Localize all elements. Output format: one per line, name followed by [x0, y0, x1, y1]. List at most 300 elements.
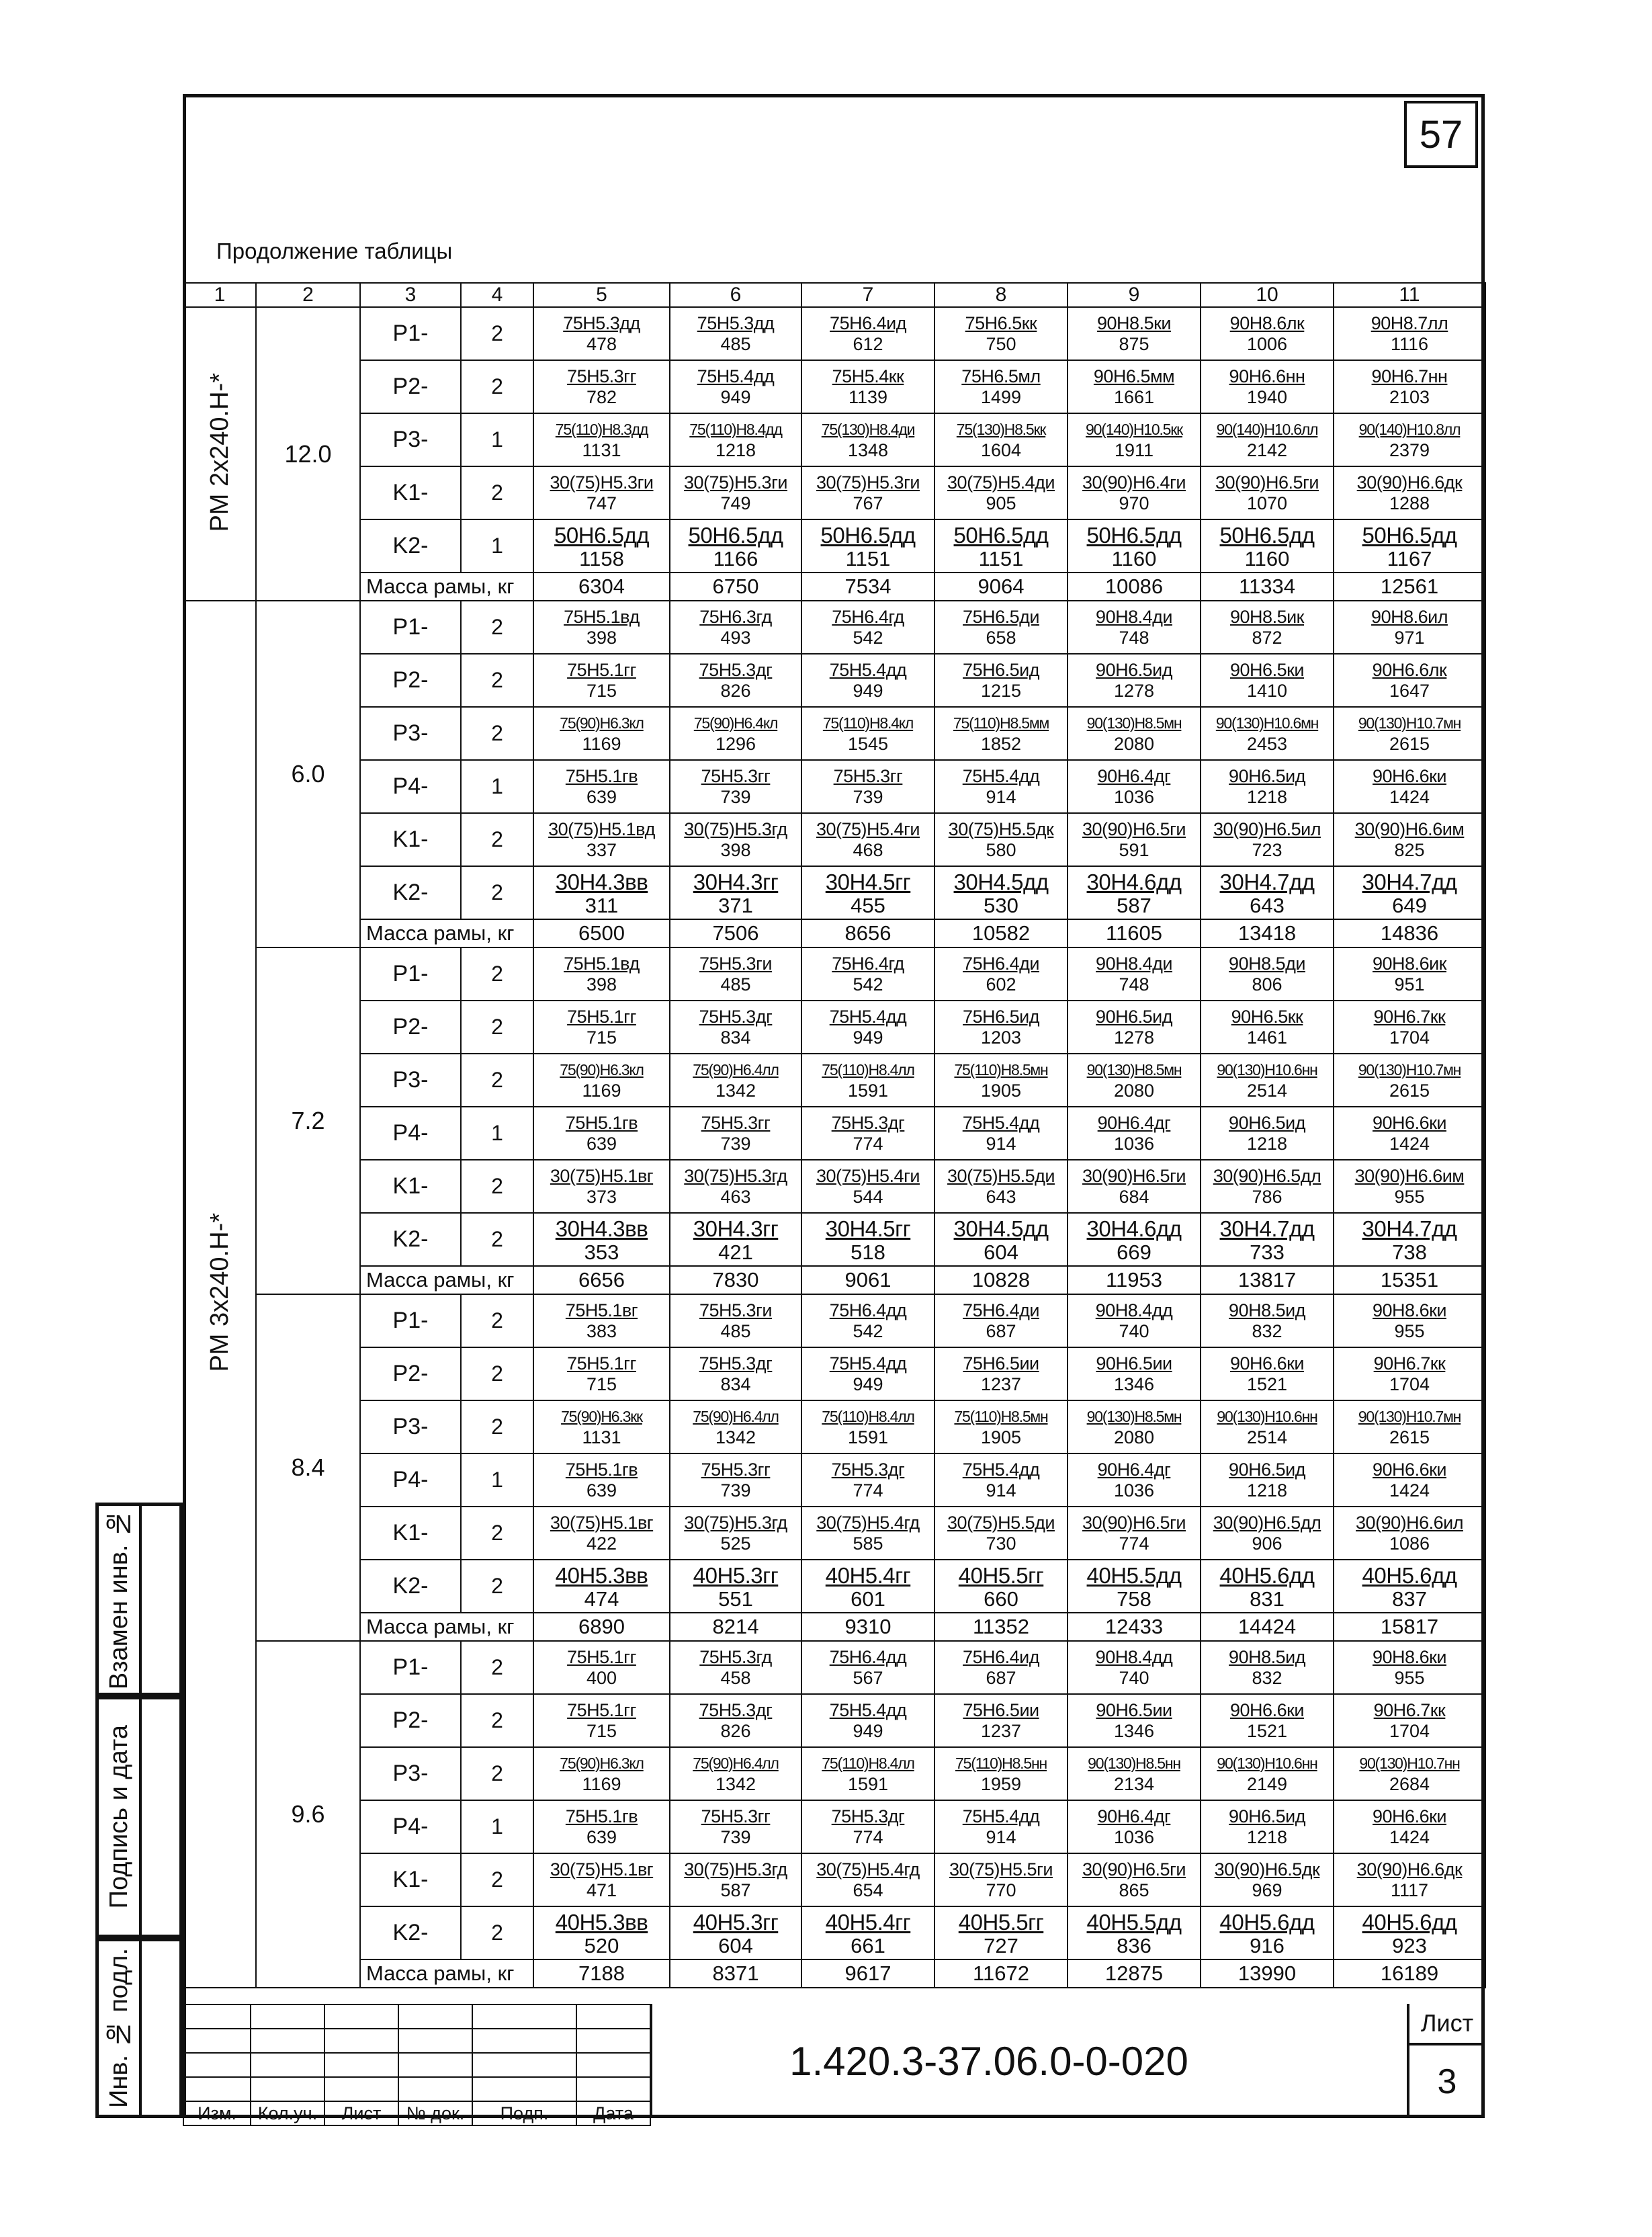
profile-mark: 75H5.1гв	[565, 1806, 638, 1826]
profile-mass: 832	[1252, 1667, 1283, 1688]
profile-mark: 30H4.5дд	[953, 1216, 1049, 1241]
table-row	[183, 1001, 1485, 1054]
column-number: 7	[801, 283, 934, 307]
profile-cell	[533, 360, 670, 413]
profile-cell	[801, 307, 934, 360]
profile-mark: 75(90)H6.3кк	[561, 1407, 642, 1425]
profile-cell	[670, 1213, 801, 1266]
profile-mass: 916	[1250, 1933, 1285, 1957]
mass-row	[183, 573, 1485, 601]
profile-mark: 75H5.4дд	[962, 765, 1040, 786]
profile-mark: 90H8.5ид	[1229, 1300, 1305, 1320]
profile-mass: 639	[586, 786, 617, 807]
frame-mass-value: 8371	[670, 1959, 801, 1988]
profile-mark: 90H6.5ии	[1096, 1353, 1172, 1374]
profile-cell	[801, 466, 934, 519]
profile-cell	[670, 1001, 801, 1054]
profile-mass: 1218	[1246, 1480, 1288, 1501]
profile-cell	[1068, 1747, 1201, 1800]
element-code: P4-	[360, 760, 461, 813]
profile-cell	[670, 307, 801, 360]
profile-mass: 1160	[1111, 546, 1157, 571]
mass-row	[183, 1613, 1485, 1641]
table-caption: Продолжение таблицы	[216, 239, 453, 263]
table-row	[183, 1800, 1485, 1853]
profile-cell	[801, 813, 934, 866]
profile-cell	[670, 466, 801, 519]
profile-mass: 836	[1117, 1933, 1151, 1957]
profile-mass: 604	[984, 1240, 1018, 1264]
table-row	[183, 1107, 1485, 1160]
column-number: 4	[461, 283, 533, 307]
column-number: 11	[1334, 283, 1485, 307]
profile-mark: 75H5.1гг	[567, 1699, 636, 1720]
frame-type-cell	[183, 307, 256, 601]
profile-mass: 738	[1392, 1240, 1427, 1264]
profile-cell	[670, 1107, 801, 1160]
profile-mass: 758	[1117, 1587, 1151, 1611]
profile-mass: 485	[720, 1320, 751, 1341]
profile-mass: 774	[853, 1826, 883, 1847]
profile-mass: 551	[718, 1587, 753, 1611]
element-quantity: 2	[461, 947, 533, 1001]
profile-mark: 75(90)H6.3кл	[560, 1060, 644, 1079]
profile-mark: 75(90)H6.3кл	[560, 1754, 644, 1772]
profile-mass: 687	[986, 1667, 1016, 1688]
profile-mass: 727	[984, 1933, 1018, 1957]
profile-cell	[1334, 1294, 1485, 1347]
profile-cell	[533, 413, 670, 466]
profile-mark: 90H6.7кк	[1373, 1699, 1446, 1720]
profile-cell	[1334, 1906, 1485, 1959]
profile-mass: 639	[586, 1133, 617, 1154]
profile-cell	[801, 707, 934, 760]
profile-mass: 2684	[1389, 1773, 1430, 1794]
profile-cell	[533, 1453, 670, 1507]
profile-cell	[934, 1694, 1068, 1747]
profile-cell	[1201, 1213, 1334, 1266]
profile-mass: 525	[720, 1533, 751, 1554]
column-number: 1	[183, 283, 256, 307]
element-code: P1-	[360, 1641, 461, 1694]
column-number: 6	[670, 283, 801, 307]
profile-mass: 1296	[715, 733, 756, 754]
profile-cell	[801, 1853, 934, 1906]
profile-mark: 40H5.6дд	[1219, 1909, 1315, 1935]
profile-mass: 1151	[978, 546, 1024, 571]
profile-mark: 75(90)H6.4лл	[693, 1060, 779, 1079]
profile-cell	[533, 1001, 670, 1054]
profile-cell	[934, 360, 1068, 413]
profile-mark: 90H8.6лк	[1229, 312, 1305, 333]
profile-mass: 825	[1394, 839, 1425, 860]
element-quantity: 2	[461, 307, 533, 360]
profile-mass: 383	[586, 1320, 617, 1341]
profile-mark: 90H6.6ки	[1230, 1699, 1304, 1720]
profile-mark: 75(110)H8.3дд	[555, 420, 648, 438]
profile-cell	[670, 413, 801, 466]
element-code: P2-	[360, 1347, 461, 1400]
profile-mass: 544	[853, 1186, 883, 1207]
table-row	[183, 654, 1485, 707]
frame-mass-value: 15351	[1334, 1266, 1485, 1294]
profile-cell	[1334, 1213, 1485, 1266]
profile-cell	[533, 1800, 670, 1853]
profile-mass: 739	[720, 786, 751, 807]
element-quantity: 2	[461, 360, 533, 413]
profile-cell	[1068, 307, 1201, 360]
profile-mark: 75(110)H8.4лл	[822, 1754, 914, 1772]
profile-mark: 30(90)H6.5ги	[1082, 818, 1186, 839]
profile-cell	[1068, 1507, 1201, 1560]
profile-cell	[533, 760, 670, 813]
profile-cell	[801, 1747, 934, 1800]
profile-mark: 90H6.4дг	[1097, 1806, 1171, 1826]
element-code: P3-	[360, 413, 461, 466]
frame-mass-value: 6500	[533, 919, 670, 947]
element-quantity: 2	[461, 1641, 533, 1694]
profile-mass: 723	[1252, 839, 1283, 860]
profile-mass: 542	[853, 627, 883, 648]
profile-mark: 75H5.4кк	[832, 366, 904, 386]
table-row	[183, 519, 1485, 573]
table-row	[183, 1213, 1485, 1266]
profile-mark: 90H6.6нн	[1229, 366, 1305, 386]
profile-mass: 2103	[1389, 386, 1430, 407]
profile-mass: 1237	[980, 1720, 1022, 1741]
profile-cell	[801, 1213, 934, 1266]
profile-mass: 398	[586, 627, 617, 648]
element-quantity: 1	[461, 413, 533, 466]
profile-mass: 567	[853, 1667, 883, 1688]
profile-mark: 75(110)H8.4лл	[822, 1407, 914, 1425]
profile-mass: 969	[1252, 1880, 1283, 1900]
profile-mass: 1348	[847, 439, 889, 460]
profile-cell	[801, 519, 934, 573]
profile-mark: 75H5.3дг	[699, 1006, 773, 1027]
profile-mass: 1499	[980, 386, 1022, 407]
profile-mass: 1139	[848, 386, 888, 407]
frame-mass-value: 8214	[670, 1613, 801, 1641]
element-quantity: 1	[461, 760, 533, 813]
profile-mass: 782	[586, 386, 617, 407]
profile-cell	[1068, 1400, 1201, 1453]
profile-cell	[533, 1906, 670, 1959]
profile-mark: 90H6.6лк	[1372, 659, 1447, 680]
sheet-number: 3	[1437, 2062, 1457, 2101]
profile-cell	[934, 1160, 1068, 1213]
profile-mark: 30(90)H6.5ги	[1082, 1165, 1186, 1186]
profile-mass: 458	[720, 1667, 751, 1688]
element-code: P2-	[360, 1694, 461, 1747]
profile-mark: 75H6.5ди	[963, 606, 1039, 627]
frame-mass-value: 14424	[1201, 1613, 1334, 1641]
profile-mark: 90(130)H8.5мн	[1086, 1407, 1182, 1425]
profile-mark: 75H6.5ид	[963, 659, 1039, 680]
profile-cell	[1068, 413, 1201, 466]
profile-mark: 30(90)H6.5ил	[1213, 818, 1321, 839]
profile-mass: 1905	[980, 1427, 1022, 1447]
table-row	[183, 1560, 1485, 1613]
profile-mass: 471	[586, 1880, 617, 1900]
profile-mark: 75H5.3гг	[701, 1112, 771, 1133]
profile-cell	[934, 1747, 1068, 1800]
profile-cell	[1334, 1800, 1485, 1853]
profile-cell	[1068, 1054, 1201, 1107]
profile-cell	[1334, 466, 1485, 519]
element-quantity: 2	[461, 1347, 533, 1400]
profile-mark: 30(75)H5.4ги	[816, 818, 920, 839]
mass-row	[183, 1266, 1485, 1294]
profile-mass: 748	[1119, 974, 1149, 995]
profile-mass: 1424	[1389, 1133, 1430, 1154]
profile-mark: 30(75)H5.1вг	[550, 1165, 654, 1186]
tb-header-count: Кол.уч.	[251, 2101, 324, 2125]
element-code: K2-	[360, 1213, 461, 1266]
profile-cell	[1068, 866, 1201, 919]
profile-mass: 1940	[1246, 386, 1288, 407]
profile-mass: 1218	[715, 439, 756, 460]
profile-mass: 1424	[1389, 1480, 1430, 1501]
profile-mass: 774	[1119, 1533, 1149, 1554]
profile-mark: 90H6.5ид	[1229, 1806, 1305, 1826]
profile-cell	[1201, 1853, 1334, 1906]
profile-mark: 50H6.5дд	[1086, 522, 1182, 548]
mass-row	[183, 919, 1485, 947]
element-code: P2-	[360, 654, 461, 707]
profile-mass: 687	[986, 1320, 1016, 1341]
profile-cell	[533, 1294, 670, 1347]
profile-mass: 733	[1250, 1240, 1285, 1264]
sheet-label: Лист	[1409, 2004, 1485, 2045]
profile-mass: 580	[986, 839, 1016, 860]
profile-cell	[801, 1054, 934, 1107]
element-quantity: 2	[461, 1160, 533, 1213]
profile-cell	[1201, 307, 1334, 360]
profile-cell	[934, 707, 1068, 760]
profile-cell	[801, 1800, 934, 1853]
profile-mass: 601	[851, 1587, 885, 1611]
profile-cell	[1068, 466, 1201, 519]
profile-mass: 639	[586, 1480, 617, 1501]
frame-mass-value: 6750	[670, 573, 801, 601]
profile-mark: 30H4.5гг	[825, 1216, 911, 1241]
profile-cell	[801, 1694, 934, 1747]
profile-mark: 90H6.6ки	[1373, 1459, 1446, 1480]
profile-mark: 90H6.7кк	[1373, 1353, 1446, 1374]
profile-mark: 30H4.6дд	[1086, 1216, 1182, 1241]
profile-mass: 1521	[1246, 1374, 1288, 1394]
profile-cell	[1201, 654, 1334, 707]
profile-mark: 75H5.4дд	[697, 366, 775, 386]
profile-mark: 30(90)H6.6дк	[1356, 472, 1463, 493]
profile-mark: 75H6.4ид	[963, 1646, 1039, 1667]
table-row	[183, 1160, 1485, 1213]
profile-cell	[1068, 1906, 1201, 1959]
profile-cell	[1334, 1560, 1485, 1613]
profile-mark: 90(130)H10.6нн	[1217, 1407, 1317, 1425]
frame-mass-value: 12561	[1334, 573, 1485, 601]
element-code: K2-	[360, 1906, 461, 1959]
table-row	[183, 1400, 1485, 1453]
profile-mass: 1086	[1389, 1533, 1430, 1554]
profile-cell	[801, 760, 934, 813]
profile-mark: 90H6.6ки	[1373, 765, 1446, 786]
table-row	[183, 1507, 1485, 1560]
profile-cell	[934, 654, 1068, 707]
element-code: P1-	[360, 601, 461, 654]
profile-mark: 75H5.4дд	[962, 1112, 1040, 1133]
profile-mark: 90H6.5ии	[1096, 1699, 1172, 1720]
sheet-box	[1407, 2004, 1485, 2118]
profile-cell	[533, 466, 670, 519]
profile-mass: 1167	[1387, 546, 1432, 571]
profile-mark: 30H4.3гг	[693, 869, 779, 894]
profile-mass: 520	[584, 1933, 619, 1957]
profile-mass: 949	[853, 1720, 883, 1741]
profile-mass: 1647	[1389, 680, 1430, 701]
profile-cell	[801, 601, 934, 654]
profile-cell	[1334, 1107, 1485, 1160]
profile-mass: 806	[1252, 974, 1283, 995]
side-stamp-signature	[95, 1696, 183, 1938]
element-quantity: 2	[461, 1747, 533, 1800]
profile-mark: 30(75)H5.3гд	[684, 1512, 787, 1533]
profile-mass: 774	[853, 1133, 883, 1154]
table-row	[183, 813, 1485, 866]
profile-cell	[1334, 760, 1485, 813]
element-quantity: 2	[461, 1560, 533, 1613]
profile-mark: 40H5.5гг	[958, 1562, 1044, 1588]
profile-mark: 75H5.1гг	[567, 1006, 636, 1027]
profile-mark: 75H5.4дд	[829, 1353, 907, 1374]
profile-mass: 730	[986, 1533, 1016, 1554]
profile-mass: 951	[1394, 974, 1425, 995]
profile-cell	[533, 1507, 670, 1560]
profile-mass: 643	[986, 1186, 1016, 1207]
profile-cell	[801, 1560, 934, 1613]
profile-mass: 1346	[1113, 1720, 1155, 1741]
profile-mark: 30(75)H5.5ди	[947, 1512, 1055, 1533]
profile-cell	[670, 866, 801, 919]
mass-row	[183, 1959, 1485, 1988]
profile-mass: 649	[1392, 893, 1427, 917]
profile-mass: 770	[986, 1880, 1016, 1900]
profile-mass: 1704	[1389, 1720, 1430, 1741]
profile-cell	[670, 360, 801, 413]
mass-label: Масса рамы, кг	[360, 1266, 533, 1294]
profile-cell	[1201, 1906, 1334, 1959]
element-quantity: 1	[461, 1107, 533, 1160]
profile-mark: 75(130)H8.5кк	[956, 420, 1046, 438]
frame-mass-value: 14836	[1334, 919, 1485, 947]
column-number: 5	[533, 283, 670, 307]
mass-label: Масса рамы, кг	[360, 1613, 533, 1641]
profile-mass: 1604	[980, 439, 1022, 460]
profile-cell	[934, 307, 1068, 360]
profile-mass: 715	[586, 1027, 617, 1048]
profile-mass: 2453	[1246, 733, 1288, 754]
profile-cell	[1201, 1347, 1334, 1400]
profile-mass: 661	[851, 1933, 885, 1957]
profile-cell	[1334, 947, 1485, 1001]
profile-mark: 40H5.5гг	[958, 1909, 1044, 1935]
profile-cell	[1201, 813, 1334, 866]
profile-cell	[1068, 1107, 1201, 1160]
element-code: P2-	[360, 360, 461, 413]
profile-cell	[670, 1560, 801, 1613]
element-quantity: 2	[461, 1054, 533, 1107]
profile-mark: 30(75)H5.4ди	[947, 472, 1055, 493]
profile-mass: 834	[720, 1027, 751, 1048]
profile-mass: 2080	[1113, 1080, 1155, 1101]
table-container	[183, 282, 1485, 1988]
profile-cell	[801, 1001, 934, 1054]
table-row	[183, 1641, 1485, 1694]
profile-mark: 30(90)H6.4ги	[1082, 472, 1186, 493]
profile-cell	[1068, 813, 1201, 866]
element-code: K2-	[360, 519, 461, 573]
profile-mark: 90H6.4дг	[1097, 1459, 1171, 1480]
profile-mark: 50H6.5дд	[820, 522, 916, 548]
profile-mark: 40H5.5дд	[1086, 1562, 1182, 1588]
profile-cell	[533, 519, 670, 573]
frame-mass-value: 11953	[1068, 1266, 1201, 1294]
profile-cell	[1201, 1507, 1334, 1560]
profile-cell	[533, 1853, 670, 1906]
profile-mass: 587	[1117, 893, 1151, 917]
profile-cell	[801, 1400, 934, 1453]
profile-cell	[1068, 1853, 1201, 1906]
profile-mark: 90(130)H10.6нн	[1217, 1060, 1317, 1079]
profile-mark: 90H6.6ки	[1373, 1806, 1446, 1826]
tb-header-doc: № док.	[398, 2101, 472, 2125]
profile-mass: 1218	[1246, 1826, 1288, 1847]
profile-mark: 90H6.5кк	[1231, 1006, 1303, 1027]
profile-mass: 1218	[1246, 1133, 1288, 1154]
profile-mass: 1131	[582, 1427, 621, 1447]
profile-mark: 90H6.7кк	[1373, 1006, 1446, 1027]
profile-cell	[1068, 1001, 1201, 1054]
profile-mass: 826	[720, 680, 751, 701]
profile-cell	[533, 1641, 670, 1694]
profile-mass: 1036	[1113, 1826, 1155, 1847]
profile-cell	[801, 1347, 934, 1400]
profile-mass: 1169	[582, 733, 621, 754]
profile-mark: 75H6.5ии	[963, 1353, 1039, 1374]
element-quantity: 2	[461, 1853, 533, 1906]
profile-mark: 90H6.7нн	[1371, 366, 1448, 386]
profile-cell	[801, 413, 934, 466]
profile-mark: 75(110)H8.4кл	[822, 714, 914, 732]
profile-mass: 1591	[847, 1427, 889, 1447]
profile-mass: 1704	[1389, 1374, 1430, 1394]
profile-mark: 90H8.5ид	[1229, 1646, 1305, 1667]
profile-cell	[1068, 1347, 1201, 1400]
profile-mark: 30H4.7дд	[1362, 869, 1457, 894]
profile-mass: 739	[720, 1133, 751, 1154]
profile-cell	[1334, 866, 1485, 919]
profile-mark: 90H6.5ид	[1096, 659, 1172, 680]
profile-cell	[533, 1694, 670, 1747]
profile-mark: 90H8.4ди	[1096, 953, 1172, 974]
profile-mark: 90(130)H10.7мн	[1358, 1060, 1461, 1079]
profile-mark: 50H6.5дд	[953, 522, 1049, 548]
profile-cell	[670, 601, 801, 654]
profile-mass: 1959	[980, 1773, 1022, 1794]
profile-mass: 612	[853, 333, 883, 354]
tb-header-signature: Подп.	[472, 2101, 576, 2125]
